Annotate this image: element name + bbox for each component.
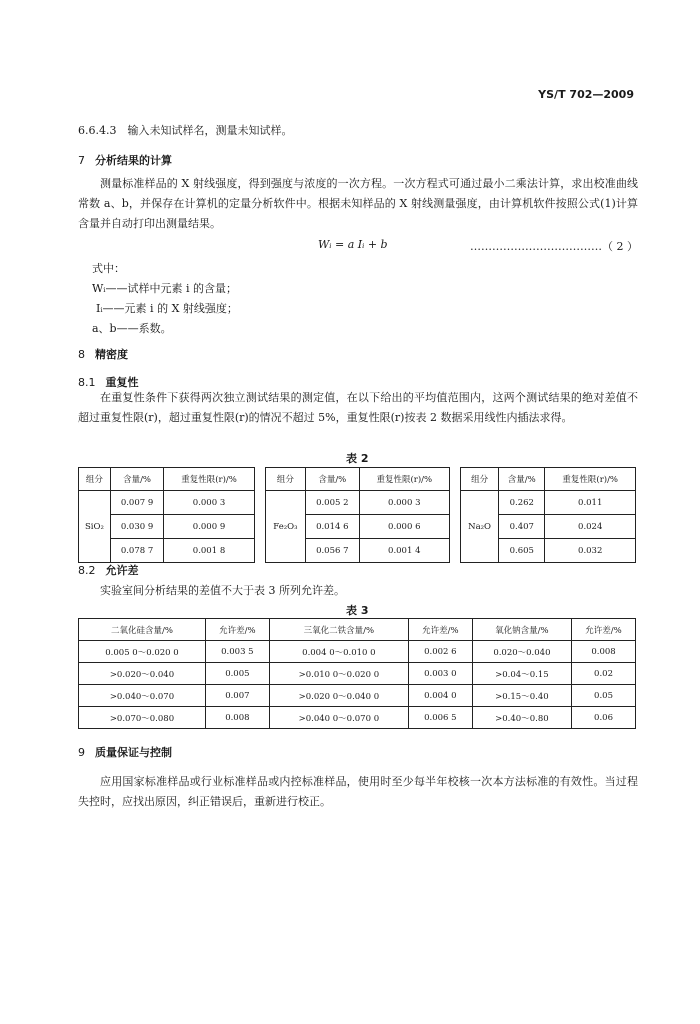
table-cell: >0.020～0.040 xyxy=(79,663,206,685)
table-cell: 0.262 xyxy=(499,491,545,515)
header-cell: 含量/% xyxy=(499,468,545,491)
table-cell: 0.000 3 xyxy=(359,491,449,515)
definition-w: Wᵢ——试样中元素 i 的含量； xyxy=(92,282,238,295)
table-cell: 0.014 6 xyxy=(306,515,359,539)
section-number: 7 xyxy=(78,154,85,167)
table-cell: >0.040 0～0.070 0 xyxy=(269,707,408,729)
table-cell: 0.001 8 xyxy=(164,539,254,563)
table-cell: 0.001 4 xyxy=(359,539,449,563)
group-cell: SiO₂ xyxy=(79,491,111,563)
table-cell: >0.040～0.070 xyxy=(79,685,206,707)
table-cell: 0.000 6 xyxy=(359,515,449,539)
section-number: 8 xyxy=(78,348,85,361)
header-cell: 氧化钠含量/% xyxy=(472,619,571,641)
table-cell: 0.605 xyxy=(499,539,545,563)
section-9-heading xyxy=(78,744,172,760)
table-cell: 0.005 xyxy=(205,663,269,685)
table-cell: >0.070～0.080 xyxy=(79,707,206,729)
table-2 xyxy=(78,467,636,563)
section-number: 8.2 xyxy=(78,564,96,577)
group-cell: Fe₂O₃ xyxy=(265,491,305,563)
table-cell: 0.407 xyxy=(499,515,545,539)
table-2-caption: 表 2 xyxy=(346,452,369,465)
table-row xyxy=(79,685,636,707)
group-cell: Na₂O xyxy=(461,491,499,563)
table-cell: 0.056 7 xyxy=(306,539,359,563)
header-cell: 组分 xyxy=(79,468,111,491)
table-cell: >0.020 0～0.040 0 xyxy=(269,685,408,707)
table-cell: 0.02 xyxy=(572,663,636,685)
table-row xyxy=(79,641,636,663)
table-cell: 0.005 2 xyxy=(306,491,359,515)
section-title: 允许差 xyxy=(105,564,139,577)
where-label: 式中： xyxy=(92,262,125,275)
table-cell: 0.011 xyxy=(545,491,636,515)
section-8-1-paragraph: 在重复性条件下获得两次独立测试结果的测定值，在以下给出的平均值范围内，这两个测试结果的绝对差值不超过重复性限(r)，超过重复性限(r)的情况不超过 5%，重复性限(r)按表 2 数据采用线性内插法求得。 xyxy=(78,391,638,424)
formula: Wᵢ = a Iᵢ + b xyxy=(318,238,388,251)
section-title: 质量保证与控制 xyxy=(95,746,172,759)
table-cell: 0.000 3 xyxy=(164,491,254,515)
table-cell: >0.40～0.80 xyxy=(472,707,571,729)
table-cell: 0.024 xyxy=(545,515,636,539)
table-cell: 0.007 xyxy=(205,685,269,707)
table-cell: 0.004 0 xyxy=(408,685,472,707)
standard-code: YS/T 702—2009 xyxy=(538,88,634,101)
table-cell: 0.008 xyxy=(572,641,636,663)
table-cell: >0.04～0.15 xyxy=(472,663,571,685)
section-8-heading xyxy=(78,346,128,362)
section-7-paragraph: 测量标准样品的 X 射线强度，得到强度与浓度的一次方程。一次方程式可通过最小二乘法计算，求出校准曲线常数 a、b，并保存在计算机的定量分析软件中。根据未知样品的 X 射线测量强度，由计算机软件按照公式(1)计算含量并自动打印出测量结果。 xyxy=(78,177,638,230)
table-cell: >0.010 0～0.020 0 xyxy=(269,663,408,685)
header-cell: 二氧化硅含量/% xyxy=(79,619,206,641)
table-cell: 0.05 xyxy=(572,685,636,707)
table-cell: 0.030 9 xyxy=(110,515,163,539)
table-cell: 0.006 5 xyxy=(408,707,472,729)
table-cell: 0.078 7 xyxy=(110,539,163,563)
section-8-2-heading xyxy=(78,562,139,578)
section-title: 分析结果的计算 xyxy=(95,154,172,167)
table-row xyxy=(79,539,636,563)
clause-6-6-4-3: 6.6.4.3 输入未知试样名，测量未知试样。 xyxy=(78,124,293,137)
definition-i: Iᵢ——元素 i 的 X 射线强度； xyxy=(96,302,238,315)
table-3-caption: 表 3 xyxy=(346,604,369,617)
section-number: 9 xyxy=(78,746,85,759)
header-cell: 重复性限(r)/% xyxy=(545,468,636,491)
section-title: 重复性 xyxy=(105,376,139,389)
table-cell: 0.007 9 xyxy=(110,491,163,515)
header-cell: 三氧化二铁含量/% xyxy=(269,619,408,641)
header-cell: 重复性限(r)/% xyxy=(359,468,449,491)
section-7-heading xyxy=(78,152,172,168)
table-cell: 0.005 0～0.020 0 xyxy=(79,641,206,663)
table-cell: 0.000 9 xyxy=(164,515,254,539)
table-cell: 0.008 xyxy=(205,707,269,729)
table-cell: 0.004 0～0.010 0 xyxy=(269,641,408,663)
table-row xyxy=(79,663,636,685)
table-cell: 0.032 xyxy=(545,539,636,563)
table-cell: 0.002 6 xyxy=(408,641,472,663)
table-row xyxy=(79,491,636,515)
header-cell: 重复性限(r)/% xyxy=(164,468,254,491)
table-cell: >0.15～0.40 xyxy=(472,685,571,707)
header-cell: 组分 xyxy=(265,468,305,491)
section-9-paragraph: 应用国家标准样品或行业标准样品或内控标准样品，使用时至少每半年校核一次本方法标准的有效性。当过程失控时，应找出原因，纠正错误后，重新进行校正。 xyxy=(78,775,638,808)
formula-number: ………………………………（ 2 ） xyxy=(470,240,638,253)
table-3 xyxy=(78,618,636,729)
table-row xyxy=(79,707,636,729)
header-cell: 含量/% xyxy=(306,468,359,491)
header-cell: 允许差/% xyxy=(205,619,269,641)
header-cell: 含量/% xyxy=(110,468,163,491)
header-cell: 允许差/% xyxy=(572,619,636,641)
table-row xyxy=(79,515,636,539)
section-8-2-paragraph: 实验室间分析结果的差值不大于表 3 所列允许差。 xyxy=(100,584,345,597)
header-cell: 允许差/% xyxy=(408,619,472,641)
table-cell: 0.020～0.040 xyxy=(472,641,571,663)
table-cell: 0.003 5 xyxy=(205,641,269,663)
section-title: 精密度 xyxy=(95,348,128,361)
table-cell: 0.06 xyxy=(572,707,636,729)
table-cell: 0.003 0 xyxy=(408,663,472,685)
section-number: 8.1 xyxy=(78,376,96,389)
definition-ab: a、b——系数。 xyxy=(92,322,172,335)
header-cell: 组分 xyxy=(461,468,499,491)
